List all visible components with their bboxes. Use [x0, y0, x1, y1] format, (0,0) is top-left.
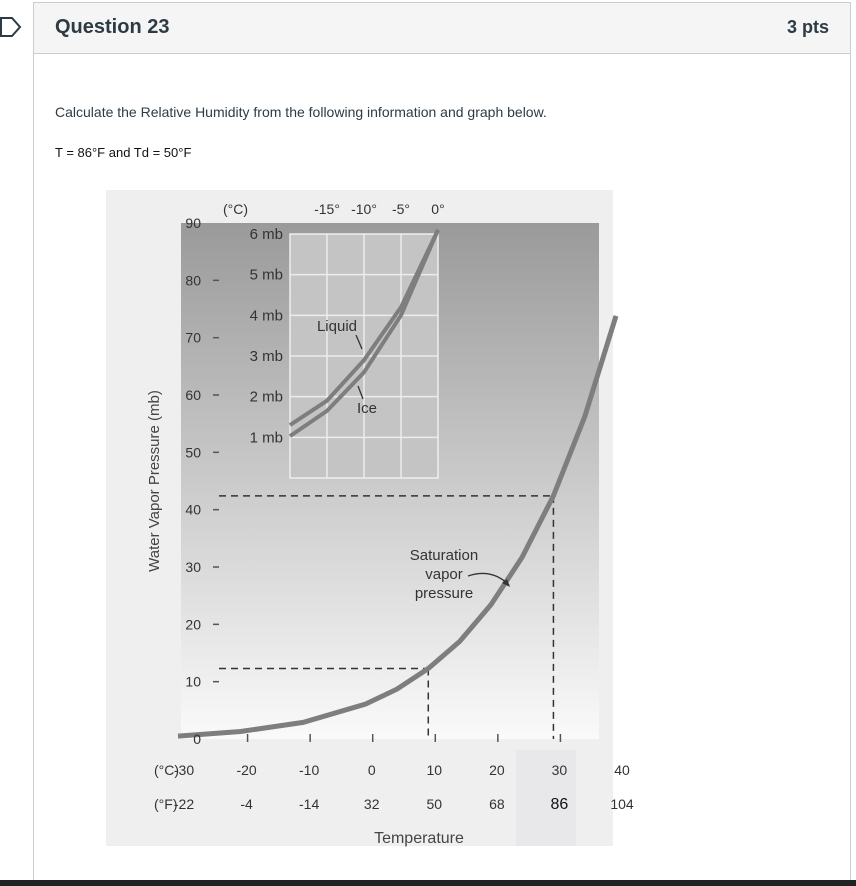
y-tick-label: 20: [185, 616, 201, 633]
inset-x-tick-label: 0°: [431, 201, 445, 217]
curve-annotation-text: vapor: [425, 566, 463, 583]
question-title: Question 23: [55, 16, 170, 38]
inset-y-tick-label: 6 mb: [249, 226, 283, 243]
inset-x-tick-label: -5°: [391, 201, 411, 217]
x-tick-label-f: 86: [550, 796, 569, 813]
x-tick-label-f: 32: [363, 796, 380, 812]
x-tick-label-f: 50: [426, 796, 443, 812]
inset-y-tick-label: 4 mb: [249, 307, 283, 325]
curve-annotation-text: pressure: [414, 585, 474, 602]
x-tick-label-f: -22: [173, 796, 195, 812]
x-tick-label-f: 104: [610, 796, 634, 812]
y-tick-label: 40: [185, 501, 201, 518]
question-header: [34, 3, 850, 54]
x-tick-label-f: -4: [240, 796, 253, 812]
y-tick-label: 70: [185, 329, 201, 346]
inset-x-tick-label: -10°: [351, 201, 377, 217]
bookmark-flag-icon[interactable]: [0, 16, 22, 38]
inset-y-tick-label: 1 mb: [249, 429, 283, 447]
bottom-bar: [0, 880, 856, 886]
question-card: [33, 2, 851, 882]
x-unit-label-c: (°C): [154, 762, 180, 778]
x-axis-label: Temperature: [374, 830, 464, 847]
x-tick-label-c: -20: [236, 762, 257, 778]
x-tick-label-c: -10: [299, 762, 320, 778]
inset-series-label-liquid: Liquid: [316, 318, 358, 335]
x-tick-label-f: -14: [299, 796, 320, 812]
x-tick-label-c: -30: [173, 762, 195, 778]
given-values: T = 86°F and Td = 50°F: [55, 145, 192, 160]
y-tick-label: 90: [185, 215, 201, 231]
question-points: 3 pts: [786, 17, 829, 37]
y-tick-label: 10: [185, 673, 201, 690]
x-tick-label-c: 30: [551, 762, 568, 778]
x-tick-label-c: 40: [614, 762, 630, 778]
y-axis-label: Water Vapor Pressure (mb): [146, 390, 163, 572]
x-tick-label-c: 10: [426, 762, 443, 778]
y-tick-label: 60: [185, 387, 201, 403]
y-tick-label: 50: [185, 444, 201, 461]
x-tick-label-f: 68: [489, 796, 505, 812]
question-prompt: Calculate the Relative Humidity from the following information and graph below.: [55, 104, 547, 120]
inset-y-tick-label: 2 mb: [249, 388, 283, 406]
inset-x-unit-label: (°C): [223, 201, 249, 217]
inset-y-tick-label: 3 mb: [249, 348, 283, 365]
vapor-pressure-chart: [106, 190, 634, 847]
x-unit-label-f: (°F): [154, 796, 178, 812]
inset-series-label-ice: Ice: [356, 400, 378, 417]
y-tick-label: 30: [185, 559, 201, 575]
inset-y-tick-label: 5 mb: [249, 266, 283, 284]
y-tick-label: 80: [185, 272, 201, 289]
x-tick-label-c: 0: [367, 762, 376, 778]
x-tick-label-c: 20: [489, 762, 505, 778]
y-tick-label: 0: [193, 731, 201, 747]
inset-x-tick-label: -15°: [314, 201, 340, 217]
curve-annotation-text: Saturation: [409, 547, 479, 564]
